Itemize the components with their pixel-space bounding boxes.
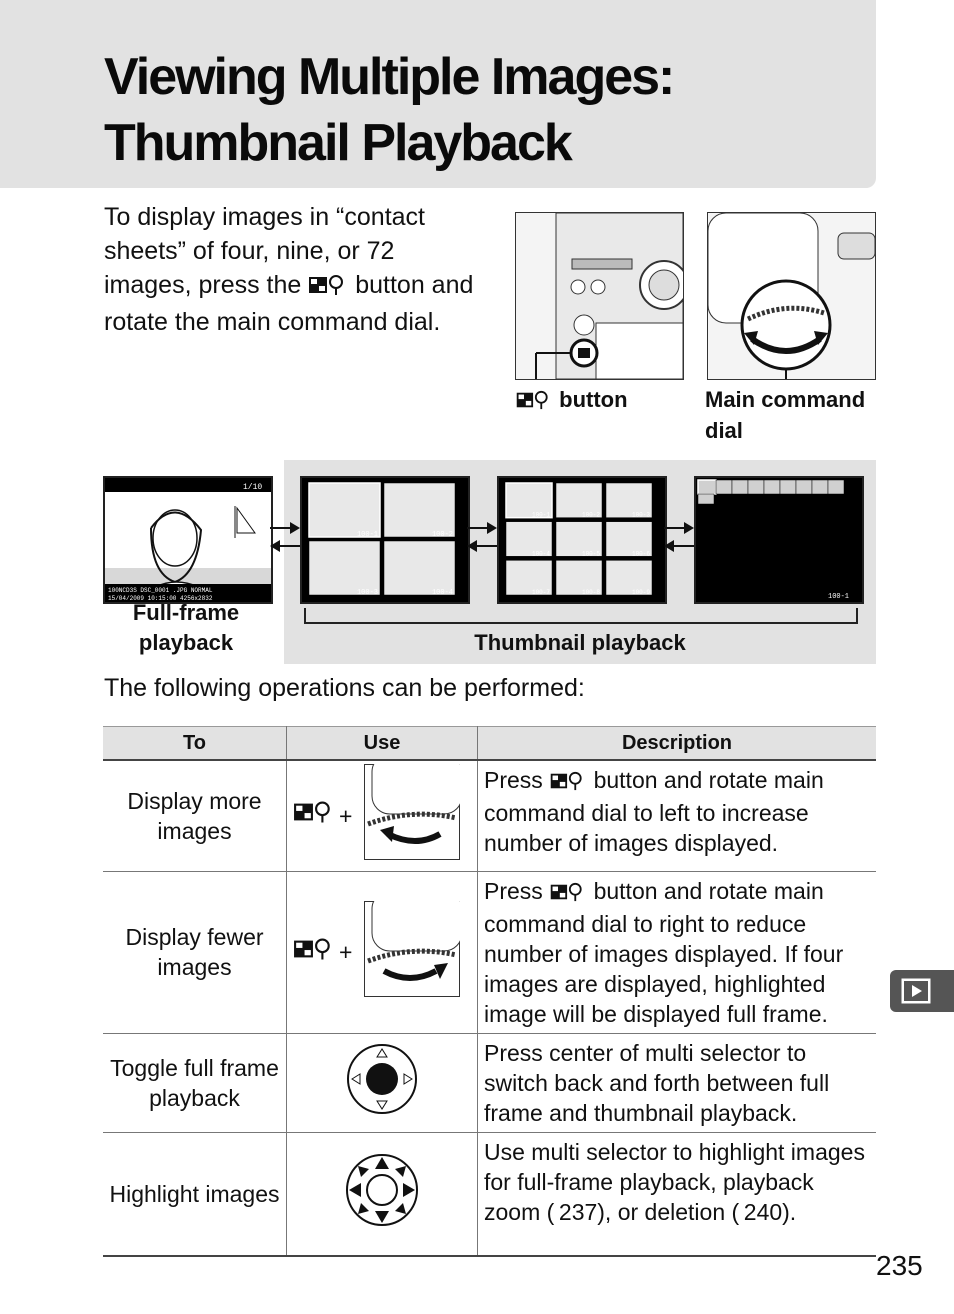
thumbnail-label: 100-5 [581,550,600,558]
operations-table [103,726,876,1257]
camera-back-illustration [515,212,684,380]
plus-sign: + [339,939,353,965]
thumbnail-label: 100-9 [631,589,650,596]
thumbnail-zoom-button-icon [549,768,587,798]
title-line-2: Thumbnail Playback [104,114,571,172]
dial-right-icon [364,901,460,1004]
row-description: Press center of multi selector to switch back and forth between full frame and thumbnail playback. [478,1033,877,1132]
operations-heading: The following operations can be performed: [104,674,585,702]
full-frame-info-1: 100NCD3S DSC_0001 .JPG NORMAL [108,587,213,594]
arrow-pair-icon [268,520,302,554]
thumbnail-label: 100-3 [631,511,650,519]
thumbnail-label: 100-2 [581,511,600,519]
page-number: 235 [876,1250,923,1281]
full-frame-counter: 1/10 [243,483,263,492]
nine-thumbnail-screen [497,476,667,604]
table-header-row [103,727,876,761]
row-use [287,1132,478,1256]
table-row [103,760,876,871]
thumbnail-label: 100-3 [356,589,378,597]
thumbnail-label: 100-4 [531,550,550,558]
dial-caption: Main command dial [705,387,866,443]
desc-before: Press [484,877,543,904]
thumbnail-bracket [304,608,858,624]
arrow-pair-icon [662,520,696,554]
row-to: Toggle full frame playback [103,1033,287,1132]
thumbnail-label: 100-2 [431,531,453,539]
header-use: Use [287,727,478,761]
table-row [103,871,876,1033]
thumbnail-label: 100-6 [631,550,650,558]
thumbnail-cell [384,483,455,537]
table-row [103,1033,876,1132]
thumbnail-label: 100-7 [531,589,550,596]
main-command-dial-illustration [707,212,876,380]
seventy-two-label: 100-1 [828,593,850,601]
thumbnail-label: Thumbnail playback [474,630,686,655]
row-description [478,760,877,871]
row-use [287,760,478,871]
table-row [103,1132,876,1256]
full-frame-label: Full-frame playback [132,600,240,655]
desc-after: button and rotate main command dial to left to increase number of images displayed. [484,767,824,856]
thumbnail-zoom-button-icon [308,271,348,305]
desc-before: Press [484,767,543,793]
thumbnail-zoom-button-icon [293,800,335,831]
thumbnail-cell [309,483,380,537]
multi-selector-center-icon [346,1094,418,1120]
four-thumbnail-screen [300,476,470,604]
thumbnail-cell [384,541,455,595]
page-title [104,44,673,176]
intro-text-before: To display images in “contact sheets” of four, nine, or 72 images, press the [104,203,425,299]
title-line-1: Viewing Multiple Images: [104,48,674,106]
playback-icon [890,970,954,1012]
row-to: Highlight images [103,1132,287,1256]
button-caption [515,384,628,418]
thumbnail-label: 100-4 [431,589,453,597]
row-use [287,1033,478,1132]
thumbnail-label: 100-8 [581,589,600,596]
thumbnail-zoom-button-icon [549,879,587,909]
dial-left-icon [364,764,460,867]
full-frame-info-2: 15/04/2009 10:15:00 4256x2832 [108,595,213,602]
thumbnail-zoom-button-icon [293,937,335,968]
row-use [287,871,478,1033]
header-to: To [103,727,287,761]
full-frame-screen [103,476,273,604]
thumbnail-label: 100-1 [531,511,550,519]
row-description [478,871,877,1033]
thumbnail-label: 100-1 [356,531,378,539]
playback-tab[interactable] [890,970,954,1012]
intro-text-after: button and rotate the main command dial. [104,271,474,336]
multi-selector-arrows-icon [345,1206,419,1232]
desc-after: button and rotate main command dial to right to reduce number of images displayed. If four images are displayed, highlighted image will be displayed full frame. [484,877,844,1027]
row-to: Display fewer images [103,871,287,1033]
row-description: Use multi selector to highlight images for full-frame playback, playback zoom ( 237), or deletion ( 240). [478,1132,877,1256]
row-to: Display more images [103,760,287,871]
thumbnail-zoom-button-icon [515,387,553,418]
plus-sign: + [339,802,353,829]
thumbnail-cell [309,541,380,595]
header-description: Description [478,727,877,761]
seventy-two-thumbnail-screen [694,476,864,604]
arrow-pair-icon [465,520,499,554]
intro-paragraph [104,200,484,339]
button-caption-text: button [559,387,628,412]
